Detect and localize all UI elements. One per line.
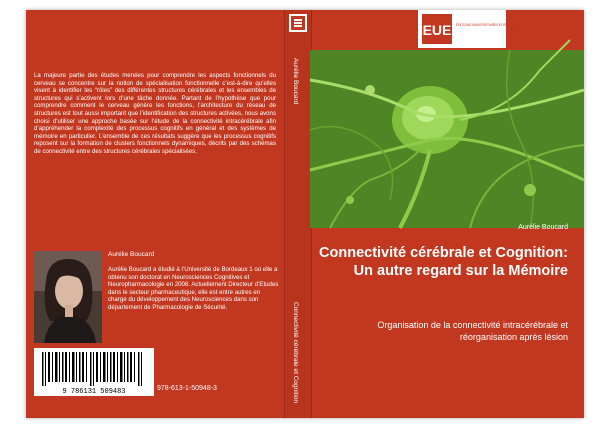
back-cover-blurb: La majeure partie des études menées pour comprendre les aspects fonctionnels du cerveau se concentre sur la notion de spécialisation fonctionnelle c’est-à-dire qu’elles visent à identifier les “rôles” des différentes structures cérébrales et les ensembles de structures qui s’activent lors d’une tâche donnée. Partant de l’hypothèse que pour comprendre comment le cerveau génère les fonctions, l’architecture du réseau de structures est tout aussi important que l’identification des structures activées, nous avons choisi d’utiliser une approche basée sur l’étude de la connectivité intracérébrale afin d’appréhender la complexité des processus cognitifs en général et des systèmes de mémoire en particulier. L’ensemble de ces résultats suggère que les processus cognitifs reposent sur la formation de clusters fonctionnels dynamiques, décrits par des schémas de connectivité entre des structures cérébrales spécialisées. <box>34 72 276 155</box>
isbn: 978-613-1-50948-3 <box>157 385 217 392</box>
publisher-name: ÉDITIONS UNIVERSITAIRES EUROPÉENNES <box>456 23 524 27</box>
publisher-logo <box>418 10 524 48</box>
author-bio: Aurélie Boucard a étudié à l’Université de Bordeaux 1 où elle a obtenu son doctorat en Neurosciences Cognitives et Neuropharmacologie en 2008. Actuellement Directeur d’Etudes dans le secteur pharmaceutique, elle est entre autres en charge du développement des Neurosciences dans son département de Pharmacologie de Sécurité. <box>108 266 279 311</box>
neuron-cover-image <box>310 50 584 228</box>
spine-title: Connectivité cérébrale et Cognition <box>292 302 299 404</box>
back-author-name: Aurélie Boucard <box>108 251 155 258</box>
author-photo-image <box>34 251 102 343</box>
spine-logo-icon <box>289 14 307 32</box>
barcode-number: 9 786131 509483 <box>62 388 126 396</box>
front-author-name: Aurélie Boucard <box>518 224 568 231</box>
barcode-bars <box>34 348 154 396</box>
front-cover <box>310 10 584 418</box>
book-title: Connectivité cérébrale et Cognition: Un autre regard sur la Mémoire <box>319 245 568 279</box>
back-cover <box>26 10 284 418</box>
barcode <box>34 348 154 396</box>
book-subtitle: Organisation de la connectivité intracérébrale et réorganisation après lésion <box>377 320 568 342</box>
book-spine <box>284 10 312 418</box>
book-cover <box>26 10 584 418</box>
spine-author: Aurélie Boucard <box>292 58 299 105</box>
publisher-logo-text: EUE <box>422 22 452 38</box>
author-photo <box>34 251 102 343</box>
